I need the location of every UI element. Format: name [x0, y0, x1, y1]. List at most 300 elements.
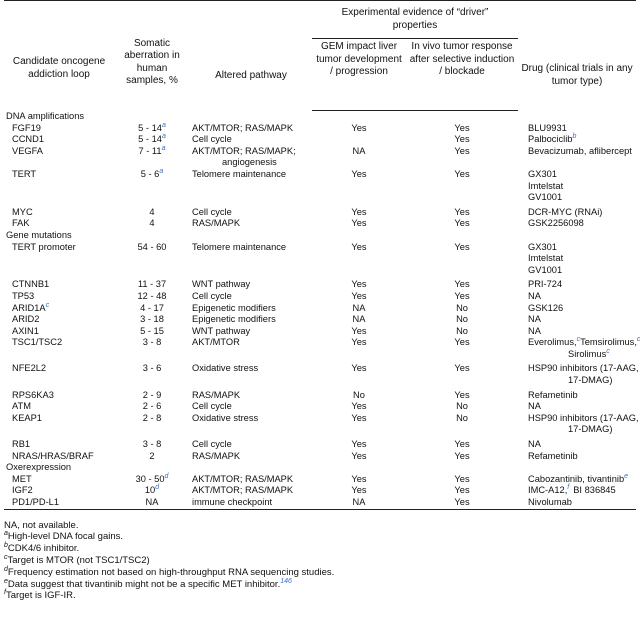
cell-gene — [4, 291, 114, 303]
cell-pathway — [190, 413, 312, 439]
cell-pathway — [190, 218, 312, 230]
cell-gene — [4, 497, 114, 509]
cell-invivo: Yes — [454, 337, 470, 348]
cell-gene — [4, 279, 114, 291]
cell-drug — [518, 390, 636, 402]
cell-invivo: Yes — [454, 206, 470, 217]
cell-text: RAS/MAPK — [192, 389, 241, 400]
cell-text: Telomere maintenance — [192, 241, 287, 252]
cell-gene — [4, 326, 114, 338]
cell-text: GSK126 — [528, 302, 564, 313]
cell-gene — [4, 207, 114, 219]
cell-invivo: Yes — [454, 134, 470, 145]
gene-name: TERT promoter — [12, 241, 76, 252]
cell-gem: Yes — [351, 412, 367, 423]
table-row — [4, 439, 636, 451]
cell-text: NA — [528, 290, 541, 301]
gene-name: FAK — [12, 218, 30, 229]
cell-text: immune checkpoint — [192, 497, 273, 507]
cell-pathway — [190, 326, 312, 338]
cell-gem: Yes — [351, 206, 367, 217]
pct-value: 5 - 14 — [138, 134, 162, 145]
footnote-mark: f — [567, 484, 570, 492]
table-row — [4, 169, 636, 207]
cell-invivo: No — [456, 314, 468, 325]
cell-drug — [518, 207, 636, 219]
cell-gem: Yes — [351, 485, 367, 496]
cell-line — [192, 242, 310, 254]
cell-pct — [114, 474, 190, 486]
pct-value: 54 - 60 — [137, 241, 167, 252]
cell-gene — [4, 390, 114, 402]
cell-text: AKT/MTOR; RAS/MAPK — [192, 473, 294, 484]
cell-pct — [114, 134, 190, 146]
cell-line — [192, 279, 310, 291]
table-row — [4, 291, 636, 303]
cell-line — [528, 390, 634, 402]
cell-text: angiogenesis — [222, 157, 277, 168]
cell-text: Refametinib — [528, 389, 578, 400]
gene-name: CTNNB1 — [12, 279, 50, 290]
gene-name: FGF19 — [12, 122, 41, 133]
cell-text: BI 836845 — [573, 485, 616, 496]
cell-line — [192, 157, 310, 169]
cell-drug — [518, 363, 639, 389]
footnote-mark: a — [161, 133, 166, 141]
footnote — [4, 590, 636, 602]
cell-gem: Yes — [351, 337, 367, 348]
cell-gene — [4, 242, 114, 280]
cell-text: Cell cycle — [192, 206, 232, 217]
cell-invivo: Yes — [454, 122, 470, 133]
cell-gene — [4, 439, 114, 451]
cell-text: Sirolimus — [568, 348, 607, 359]
footnote-mark: c — [576, 336, 581, 344]
table-body — [4, 111, 639, 510]
cell-gem — [312, 134, 406, 146]
pct-value: 11 - 37 — [137, 279, 167, 290]
cell-line — [192, 123, 310, 135]
table-row — [4, 326, 636, 338]
header-candidate: Candidate oncogene addiction loop — [12, 56, 106, 80]
cell-line — [192, 146, 310, 158]
cell-text: Cell cycle — [192, 290, 232, 301]
cell-drug — [518, 303, 636, 315]
cell-line — [528, 242, 634, 254]
cell-pathway — [190, 451, 312, 463]
cell-line — [528, 439, 634, 451]
gene-name: RPS6KA3 — [12, 389, 54, 400]
gene-name: VEGFA — [12, 145, 44, 156]
pct-value: 3 - 6 — [142, 363, 162, 374]
cell-pathway — [190, 279, 312, 291]
table-row — [4, 474, 636, 486]
pct-value: 2 - 8 — [142, 412, 162, 423]
cell-gem: Yes — [351, 279, 367, 290]
cell-invivo: Yes — [454, 168, 470, 179]
cell-text: Cabozantinib, tivantinib — [528, 473, 625, 484]
pct-value: 5 - 14 — [138, 122, 162, 133]
cell-line — [528, 474, 634, 486]
gene-name: NFE2L2 — [12, 363, 47, 374]
gene-name: RB1 — [12, 439, 31, 450]
gene-name: MET — [12, 473, 32, 484]
cell-invivo: No — [456, 401, 468, 412]
footnote-text: Data suggest that tivantinib might not be a specific MET inhibitor. — [7, 578, 281, 590]
cell-text: HSP90 inhibitors (17-AAG, — [528, 412, 639, 423]
footnote-ref: 146 — [280, 577, 292, 585]
cell-text: Everolimus, — [528, 337, 577, 348]
cell-invivo: Yes — [454, 218, 470, 229]
cell-gene — [4, 474, 114, 486]
cell-text: NA — [528, 314, 541, 325]
cell-text: AKT/MTOR — [192, 337, 240, 348]
cell-line — [528, 497, 634, 509]
footnote-mark: c — [606, 347, 610, 355]
cell-text: 17-DMAG) — [568, 424, 613, 435]
cell-invivo: Yes — [454, 439, 470, 450]
header-drug: Drug (clinical trials in any tumor type) — [521, 63, 633, 87]
cell-text: IMC-A12, — [528, 485, 568, 496]
cell-pct — [114, 314, 190, 326]
table-row — [4, 146, 636, 169]
table-row — [4, 314, 636, 326]
cell-line — [528, 181, 634, 193]
cell-line — [528, 192, 634, 204]
pct-value: 4 — [149, 218, 155, 229]
cell-text: Imtelstat — [528, 253, 564, 264]
cell-line — [528, 303, 634, 315]
cell-text: AKT/MTOR; RAS/MAPK; — [192, 145, 296, 156]
footnote-text: CDK4/6 inhibitor. — [7, 543, 80, 555]
cell-invivo: No — [456, 325, 468, 336]
cell-pathway — [190, 314, 312, 326]
cell-text: Imtelstat — [528, 180, 564, 191]
cell-gem: Yes — [351, 473, 367, 484]
cell-gene — [4, 485, 114, 497]
footnote-letter: c — [4, 553, 8, 561]
cell-gem: NA — [312, 497, 406, 509]
cell-text: Epigenetic modifiers — [192, 314, 276, 325]
cell-drug — [518, 412, 639, 439]
cell-line — [192, 326, 310, 338]
gene-name: ATM — [12, 401, 31, 412]
cell-pathway — [190, 134, 312, 146]
cell-line — [528, 207, 634, 219]
cell-drug — [518, 401, 636, 413]
cell-drug — [518, 497, 636, 509]
header-invivo: In vivo tumor response after selective induction / blockade — [406, 39, 518, 111]
gene-name: KEAP1 — [12, 412, 42, 423]
cell-pct — [114, 390, 190, 402]
cell-pathway — [190, 169, 312, 207]
footnote-text: High-level DNA focal gains. — [7, 531, 124, 543]
table-row — [4, 134, 636, 146]
gene-name: ARID1A — [12, 302, 46, 313]
cell-gene — [4, 303, 114, 315]
footnote-mark: b — [572, 133, 577, 141]
cell-drug — [518, 337, 636, 363]
cell-line — [192, 497, 310, 509]
footnote-mark: c — [45, 301, 50, 309]
cell-pct — [114, 303, 190, 315]
cell-pct — [114, 337, 190, 363]
cell-line — [528, 134, 634, 146]
cell-gene — [4, 363, 114, 389]
cell-line — [192, 218, 310, 230]
cell-drug — [518, 242, 636, 280]
cell-gem: No — [353, 389, 365, 400]
cell-text: 17-DMAG) — [568, 375, 613, 386]
cell-pathway — [190, 303, 312, 315]
cell-text: Palbociclib — [528, 134, 573, 145]
pct-value: 12 - 48 — [137, 290, 167, 301]
cell-text: AKT/MTOR; RAS/MAPK — [192, 122, 294, 133]
cell-line — [528, 291, 634, 303]
cell-line — [192, 485, 310, 497]
cell-text: Cell cycle — [192, 401, 232, 412]
cell-pct — [114, 451, 190, 463]
pct-value: 2 - 9 — [142, 389, 162, 400]
cell-pct — [114, 401, 190, 413]
cell-pct — [114, 291, 190, 303]
cell-text: NA — [528, 401, 541, 412]
cell-pct — [114, 169, 190, 207]
cell-text: AKT/MTOR; RAS/MAPK — [192, 485, 294, 496]
cell-gene — [4, 413, 114, 439]
cell-text: Cell cycle — [192, 134, 232, 145]
pct-value: 2 - 6 — [142, 401, 162, 412]
cell-text: GV1001 — [528, 264, 563, 275]
pct-value: 3 - 8 — [142, 337, 162, 348]
table-row — [4, 337, 636, 363]
header-gem: GEM impact liver tumor development / progression — [312, 39, 406, 111]
cell-line — [528, 336, 637, 349]
cell-pathway — [190, 390, 312, 402]
footnote-mark: d — [155, 484, 160, 492]
cell-line — [528, 146, 634, 158]
cell-invivo: Yes — [454, 473, 470, 484]
cell-gene — [4, 146, 114, 169]
cell-drug — [518, 169, 636, 207]
cell-pct — [114, 363, 190, 389]
table-container — [4, 0, 639, 602]
cell-line — [192, 207, 310, 219]
cell-line — [192, 134, 310, 146]
cell-line — [192, 337, 310, 349]
cell-invivo: Yes — [406, 497, 518, 509]
cell-gene — [4, 401, 114, 413]
cell-gem: Yes — [351, 218, 367, 229]
cell-drug — [518, 485, 636, 497]
table-row — [4, 303, 636, 315]
cell-pct — [114, 485, 190, 497]
cell-line — [528, 326, 634, 338]
cell-line — [528, 363, 639, 375]
cell-pct — [114, 123, 190, 135]
section-row — [4, 230, 636, 242]
cell-line — [528, 349, 634, 361]
cell-text: GSK2256098 — [528, 218, 584, 229]
cell-gene — [4, 134, 114, 146]
footnote-mark: e — [624, 472, 629, 480]
cell-pathway — [190, 474, 312, 486]
pct-value: 3 - 18 — [140, 314, 164, 325]
cell-text: WNT pathway — [192, 325, 251, 336]
cell-line — [528, 218, 634, 230]
cell-pct — [114, 279, 190, 291]
footnote-letter: d — [4, 565, 8, 573]
cell-line — [192, 413, 310, 425]
cell-line — [528, 123, 634, 135]
gene-name: MYC — [12, 206, 33, 217]
cell-invivo: Yes — [454, 279, 470, 290]
header-pathway: Altered pathway — [215, 69, 287, 81]
cell-gem: Yes — [351, 168, 367, 179]
footnote — [4, 543, 636, 555]
pct-value: 4 - 17 — [140, 302, 164, 313]
cell-pct — [114, 326, 190, 338]
cell-drug — [518, 279, 636, 291]
cell-line — [528, 375, 634, 387]
footnote-letter: b — [4, 542, 8, 550]
cell-text: Oxidative stress — [192, 412, 259, 423]
cell-text: RAS/MAPK — [192, 218, 241, 229]
cell-pct — [114, 242, 190, 280]
footnote — [4, 555, 636, 567]
cell-text: NA — [528, 439, 541, 450]
data-table — [4, 0, 639, 510]
gene-name: IGF2 — [12, 485, 33, 496]
footnote-mark: d — [164, 472, 169, 480]
cell-line — [528, 485, 634, 497]
cell-pathway — [190, 146, 312, 169]
cell-pathway — [190, 485, 312, 497]
cell-line — [192, 451, 310, 463]
cell-gene — [4, 218, 114, 230]
cell-line — [192, 291, 310, 303]
cell-text: RAS/MAPK — [192, 450, 241, 461]
cell-pct — [114, 146, 190, 169]
table-row — [4, 390, 636, 402]
section-row — [4, 462, 636, 474]
cell-gem: Yes — [351, 290, 367, 301]
table-row — [4, 401, 636, 413]
cell-gem: Yes — [351, 122, 367, 133]
footnote-letter: e — [4, 577, 8, 585]
header-row-1 — [4, 1, 636, 39]
gene-name: ARID2 — [12, 314, 40, 325]
table-row — [4, 413, 636, 439]
cell-drug — [518, 123, 636, 135]
footnote-text: Frequency estimation not based on high-throughput RNA sequencing studies. — [7, 566, 335, 578]
cell-pathway — [190, 497, 312, 509]
footnote-text: Target is MTOR (not TSC1/TSC2) — [7, 554, 150, 566]
header-somatic: Somatic aberration in human samples, % — [124, 37, 180, 87]
cell-pct — [114, 497, 190, 509]
cell-text: WNT pathway — [192, 279, 251, 290]
cell-line — [528, 169, 634, 181]
header-evidence-group: Experimental evidence of “driver” properties — [312, 1, 518, 39]
cell-invivo: Yes — [454, 450, 470, 461]
cell-text: DCR-MYC (RNAi) — [528, 206, 603, 217]
footnote-mark: a — [159, 167, 164, 175]
footnote-text: Target is IGF-IR. — [5, 590, 76, 602]
table-row — [4, 123, 636, 135]
cell-gem: Yes — [351, 363, 367, 374]
cell-text: GX301 — [528, 241, 557, 252]
cell-line — [192, 314, 310, 326]
cell-text: Epigenetic modifiers — [192, 302, 276, 313]
cell-text: NA — [528, 325, 541, 336]
cell-gem: Yes — [351, 241, 367, 252]
table-row — [4, 207, 636, 219]
cell-invivo: Yes — [454, 363, 470, 374]
table-row — [4, 218, 636, 230]
cell-invivo: Yes — [454, 485, 470, 496]
cell-pathway — [190, 242, 312, 280]
cell-pathway — [190, 123, 312, 135]
cell-text: Telomere maintenance — [192, 168, 287, 179]
cell-line — [528, 401, 634, 413]
footnote-mark: a — [161, 121, 166, 129]
footnote-letter: f — [4, 589, 6, 597]
footnote — [4, 579, 636, 591]
cell-text: Cell cycle — [192, 439, 232, 450]
cell-gene — [4, 169, 114, 207]
cell-gem: NA — [352, 302, 366, 313]
pct-value: 7 - 11 — [138, 145, 162, 156]
cell-pct — [114, 439, 190, 451]
footnote-mark: a — [161, 144, 166, 152]
gene-name: TP53 — [12, 290, 35, 301]
cell-line — [192, 401, 310, 413]
table-row — [4, 497, 636, 509]
cell-gem: Yes — [351, 401, 367, 412]
pct-value: 5 - 15 — [140, 325, 164, 336]
cell-line — [528, 279, 634, 291]
cell-text: GX301 — [528, 168, 557, 179]
cell-text: Temsirolimus, — [580, 337, 637, 348]
cell-pct — [114, 207, 190, 219]
gene-name: TERT — [12, 168, 37, 179]
cell-drug — [518, 134, 636, 146]
cell-line — [528, 314, 634, 326]
cell-gene — [4, 337, 114, 363]
section-label: Gene mutations — [6, 229, 72, 240]
cell-invivo: Yes — [454, 241, 470, 252]
cell-line — [528, 424, 634, 436]
footnote-letter: a — [4, 530, 8, 538]
table-row — [4, 485, 636, 497]
cell-gem: NA — [352, 314, 366, 325]
cell-line — [192, 390, 310, 402]
cell-line — [192, 303, 310, 315]
cell-invivo: Yes — [454, 290, 470, 301]
cell-invivo: Yes — [454, 145, 470, 156]
cell-line — [528, 412, 639, 425]
cell-drug — [518, 314, 636, 326]
gene-name: PD1/PD-L1 — [12, 497, 60, 507]
pct-value: 30 - 50 — [135, 473, 165, 484]
footnote-text: NA, not available. — [4, 519, 79, 531]
gene-name: AXIN1 — [12, 325, 39, 336]
cell-gem: Yes — [351, 450, 367, 461]
cell-drug — [518, 474, 636, 486]
footnotes — [4, 520, 636, 603]
cell-gem: Yes — [351, 325, 367, 336]
pct-value: 4 — [149, 206, 155, 217]
